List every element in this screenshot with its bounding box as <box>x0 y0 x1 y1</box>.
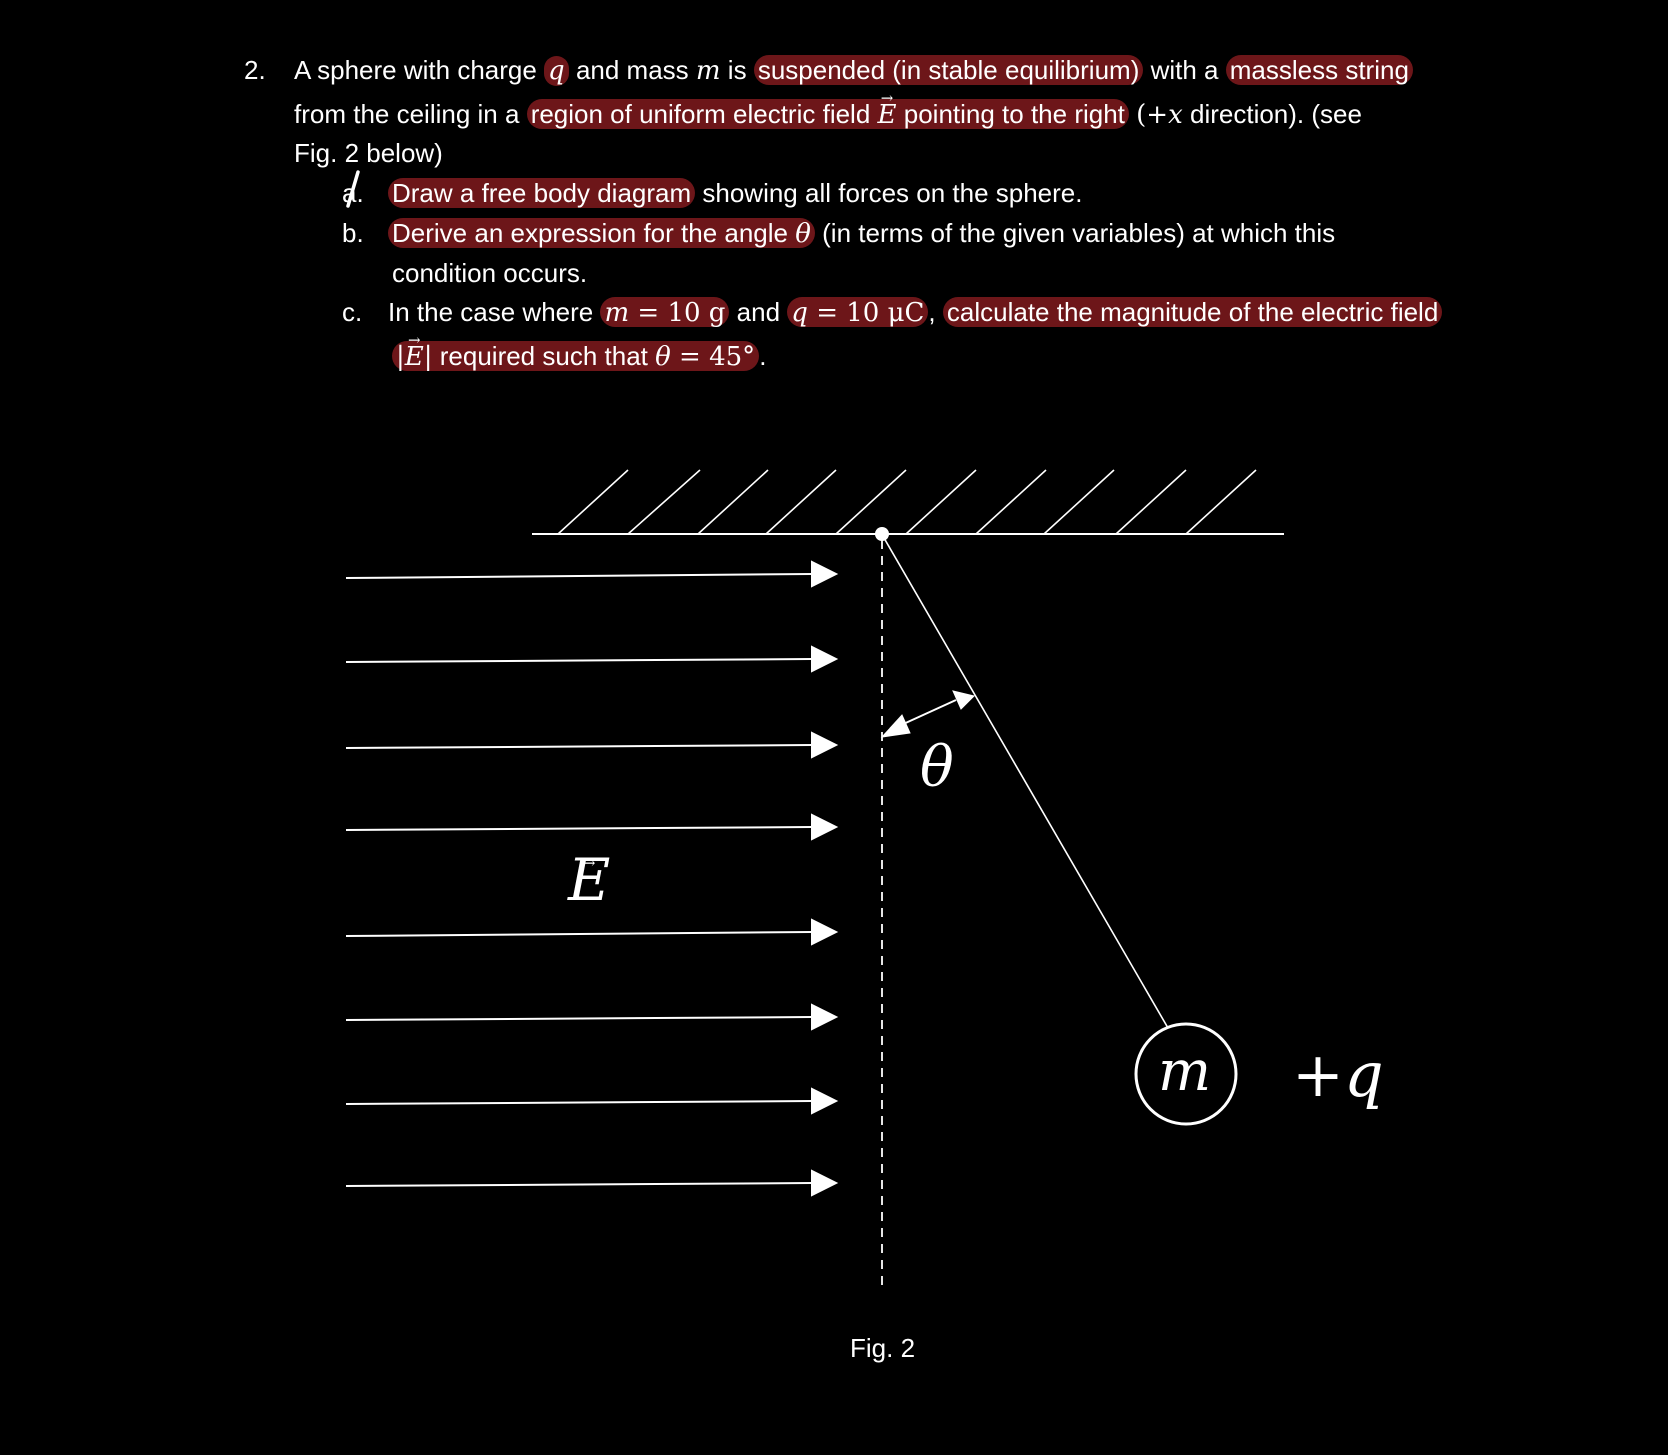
field-line <box>346 1005 836 1029</box>
charge-label: +q <box>1292 1038 1384 1111</box>
ceiling <box>532 470 1284 534</box>
part-b-text-line-2: condition occurs. <box>392 258 588 288</box>
highlight-magnitude: calculate the magnitude of the electric field <box>943 297 1442 327</box>
ceiling-hatching <box>558 470 1256 534</box>
highlight-uniform-field: region of uniform electric field → E pointing to the right <box>527 99 1129 129</box>
mass-label: m <box>1158 1039 1212 1104</box>
angle-arrow <box>882 691 974 737</box>
highlight-mass-value: m = 10 g <box>600 297 729 327</box>
highlight-suspended: suspended (in stable equilibrium) <box>754 55 1144 85</box>
highlight-derive: Derive an expression for the angle θ <box>388 218 815 248</box>
highlight-charge-value: q = 10 μC <box>787 297 928 327</box>
part-a-text: Draw a free body diagram showing all forces on the sphere. <box>388 177 1083 209</box>
part-b-label: b. <box>342 218 364 248</box>
figure-caption: Fig. 2 <box>850 1333 916 1363</box>
field-label: → E <box>568 848 610 912</box>
field-line <box>346 1089 836 1113</box>
field-line <box>346 562 836 586</box>
part-b-text: Derive an expression for the angle θ (in terms of the given variables) at which this <box>388 217 1335 250</box>
highlight-massless-string: massless string <box>1226 55 1413 85</box>
field-line <box>346 733 836 757</box>
highlight-required-angle: |→ E| required such that θ = 45° <box>392 341 759 371</box>
part-c-text-line-2: |→ E| required such that θ = 45° . <box>392 340 766 373</box>
problem-stem-line-1: A sphere with charge q and mass m is suspended (in stable equilibrium) with a massless string <box>294 54 1413 87</box>
field-line <box>346 1171 836 1195</box>
mass-symbol: m <box>695 56 721 86</box>
problem-stem-line-2: from the ceiling in a region of uniform electric field → E pointing to the right (+x direction). (see <box>294 98 1362 131</box>
part-c-label: c. <box>342 297 363 327</box>
angle-label: θ <box>920 735 954 800</box>
pivot-point <box>875 527 889 541</box>
field-line <box>346 920 836 944</box>
field-line <box>346 647 836 671</box>
part-c-text: In the case where m = 10 g and q = 10 μC , calculate the magnitude of the electric field <box>388 296 1442 329</box>
charge-symbol: q <box>544 56 569 86</box>
part-a-label: a. <box>342 178 364 208</box>
problem-number: 2. <box>244 55 266 85</box>
highlight-free-body: Draw a free body diagram <box>388 178 695 208</box>
problem-stem-line-3: Fig. 2 below) <box>294 138 443 168</box>
field-vector-symbol: → E <box>878 99 897 131</box>
